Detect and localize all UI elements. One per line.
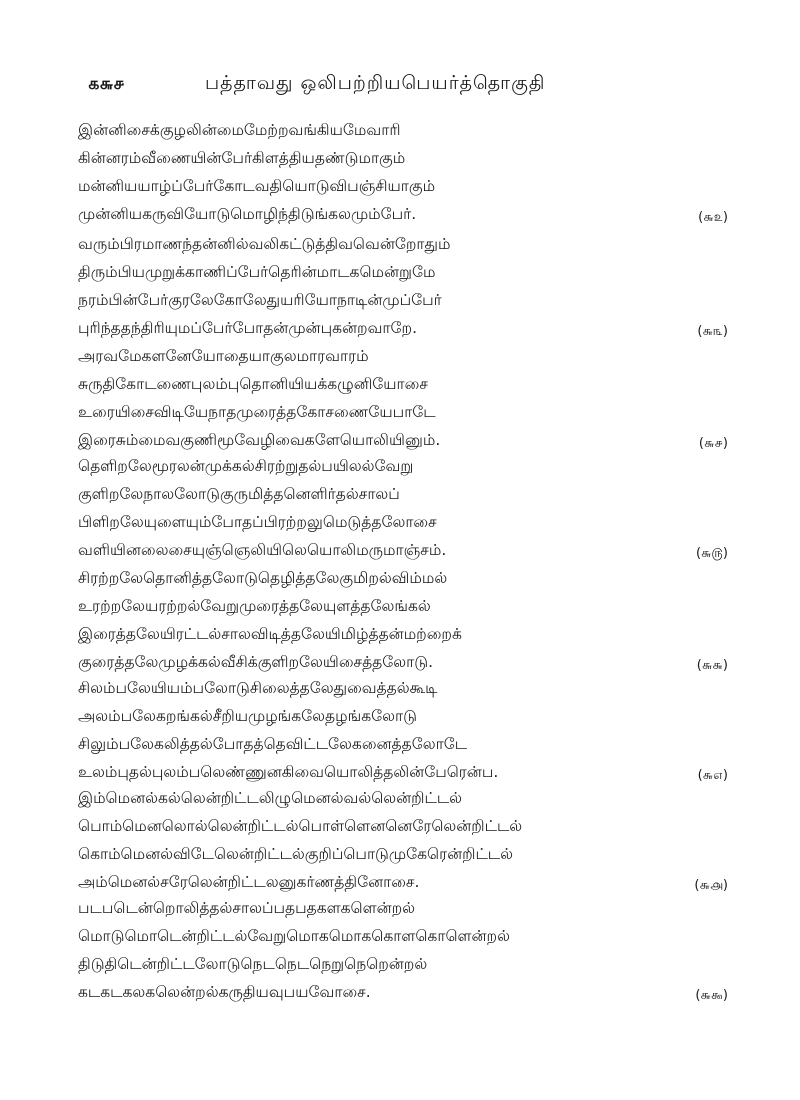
verse-number: (௬௪) (698, 436, 728, 451)
verse-line: மன்னியயாழ்ப்பேர்கோடவதியொடுவிபஞ்சியாகும் (78, 177, 436, 195)
verse-number: (௬௫) (695, 546, 728, 561)
section-title: பத்தாவது ஒலிபற்றியபெயர்த்தொகுதி (205, 72, 546, 94)
verse-line: சிலும்பலேகலித்தல்போதத்தெவிட்டலேகனைத்தலோடே (78, 735, 468, 753)
verse-line: தெளிறலேமூரலன்முக்கல்சிரற்றுதல்பயிலல்வேறு (78, 457, 414, 475)
verse-line: சிலம்பலேயியம்பலோடுசிலைத்தலேதுவைத்தல்கூடி (78, 679, 438, 697)
verse-line: கின்னரம்வீணையின்பேர்கிளத்தியதண்டுமாகும் (78, 149, 406, 167)
verse-line: குரைத்தலேமுழக்கல்வீசிக்குளிறலேயிசைத்தலோடு. (78, 653, 434, 671)
verse-line: அலம்பலேகறங்கல்சீறியமுழங்கலேதழங்கலோடு (78, 707, 417, 725)
verse-line: சுருதிகோடணைபுலம்புதொனியியக்கழுனியோசை (78, 375, 428, 393)
verse-line: கடகடகலகலென்றல்கருதியவுபயவோசை. (78, 983, 371, 1001)
verse-67 (78, 674, 728, 786)
verse-64 (78, 342, 728, 454)
verse-68 (78, 784, 728, 896)
verse-number: (௬௩) (697, 324, 728, 339)
verse-line: உரையிசைவிடியேநாதமுரைத்தகோசணையேபாடே (78, 403, 436, 421)
verse-line: இரைத்தலேயிரட்டல்சாலவிடித்தலேயிமிழ்த்தன்மற்றைக் (78, 625, 462, 643)
verse-number: (௬௭) (697, 768, 728, 783)
verse-line: கொம்மெனல்விடேலென்றிட்டல்குறிப்பொடுமுகேரென்றிட்டல் (78, 845, 513, 863)
verse-line: திடுதிடென்றிட்டலோடுநெடநெடநெறுநெறென்றல் (78, 955, 428, 973)
verse-line: மொடுமொடென்றிட்டல்வேறுமொகமொககொளகொளென்றல் (78, 927, 510, 945)
verse-line: வரும்பிரமாணந்தன்னில்வலிகட்டுத்திவவென்றோதும் (78, 235, 451, 253)
page-header (0, 70, 800, 106)
verse-number: (௬௨) (698, 210, 728, 225)
verse-line: இரைசும்மைவகுணிமூவேழிவைகளேயொலியினும். (78, 431, 441, 449)
verse-line: நரம்பின்பேர்குரலேகோலேதுயரியோநாடின்முப்பேர் (78, 291, 442, 309)
verse-line: உலம்புதல்புலம்பலெண்ணுனகிவையொலித்தலின்பேரென்ப. (78, 763, 499, 781)
verse-line: சிரற்றலேதொனித்தலோடுதெழித்தலேகுமிறல்விம்மல் (78, 569, 448, 587)
verse-line: பிளிறலேயுளையும்போதப்பிரற்றலுமெடுத்தலோசை (78, 513, 437, 531)
verse-line: இன்னிசைக்குழலின்மைமேற்றவங்கியமேவாரி (78, 121, 401, 139)
verse-line: வளியினலைசையுஞ்ஞெலியிலெயொலிமருமாஞ்சம். (78, 541, 447, 559)
verse-66 (78, 564, 728, 676)
verse-62 (78, 116, 728, 228)
verse-line: பொம்மெனலொல்லென்றிட்டல்பொள்ளெனனெரேலென்றிட்டல் (78, 817, 523, 835)
verse-line: படபடென்றொலித்தல்சாலப்பதபதகளகளென்றல் (78, 899, 416, 917)
verse-line: குளிறலேநாலலோடுகுருமித்தனெளிர்தல்சாலப் (78, 485, 400, 503)
verse-69 (78, 894, 728, 1006)
verse-number: (௬௯) (695, 988, 728, 1003)
verse-number: (௬௮) (694, 878, 728, 893)
verse-number: (௬௬) (696, 658, 728, 673)
verse-line: உரற்றலேயரற்றல்வேறுமுரைத்தலேயுளத்தலேங்கல் (78, 597, 431, 615)
verse-line: இம்மெனல்கல்லென்றிட்டலிழுமெனல்வல்லென்றிட்டல் (78, 789, 463, 807)
verse-line: திரும்பியமுறுக்காணிப்பேர்தெரின்மாடகமென்றுமே (78, 263, 436, 281)
verse-line: அரவமேகளனேயோதையாகுலமாரவாரம் (78, 347, 369, 365)
verse-63 (78, 230, 728, 342)
verse-line: அம்மெனல்சரேலென்றிட்டலனுகர்ணத்தினோசை. (78, 873, 420, 891)
verse-line: புரிந்ததந்திரியுமப்பேர்போதன்முன்புகன்றவாறே. (78, 319, 418, 337)
page-number: ௧௬௪ (88, 74, 125, 94)
verse-line: முன்னியகருவியோடுமொழிந்திடுங்கலமும்பேர். (78, 205, 417, 223)
verse-65 (78, 452, 728, 564)
